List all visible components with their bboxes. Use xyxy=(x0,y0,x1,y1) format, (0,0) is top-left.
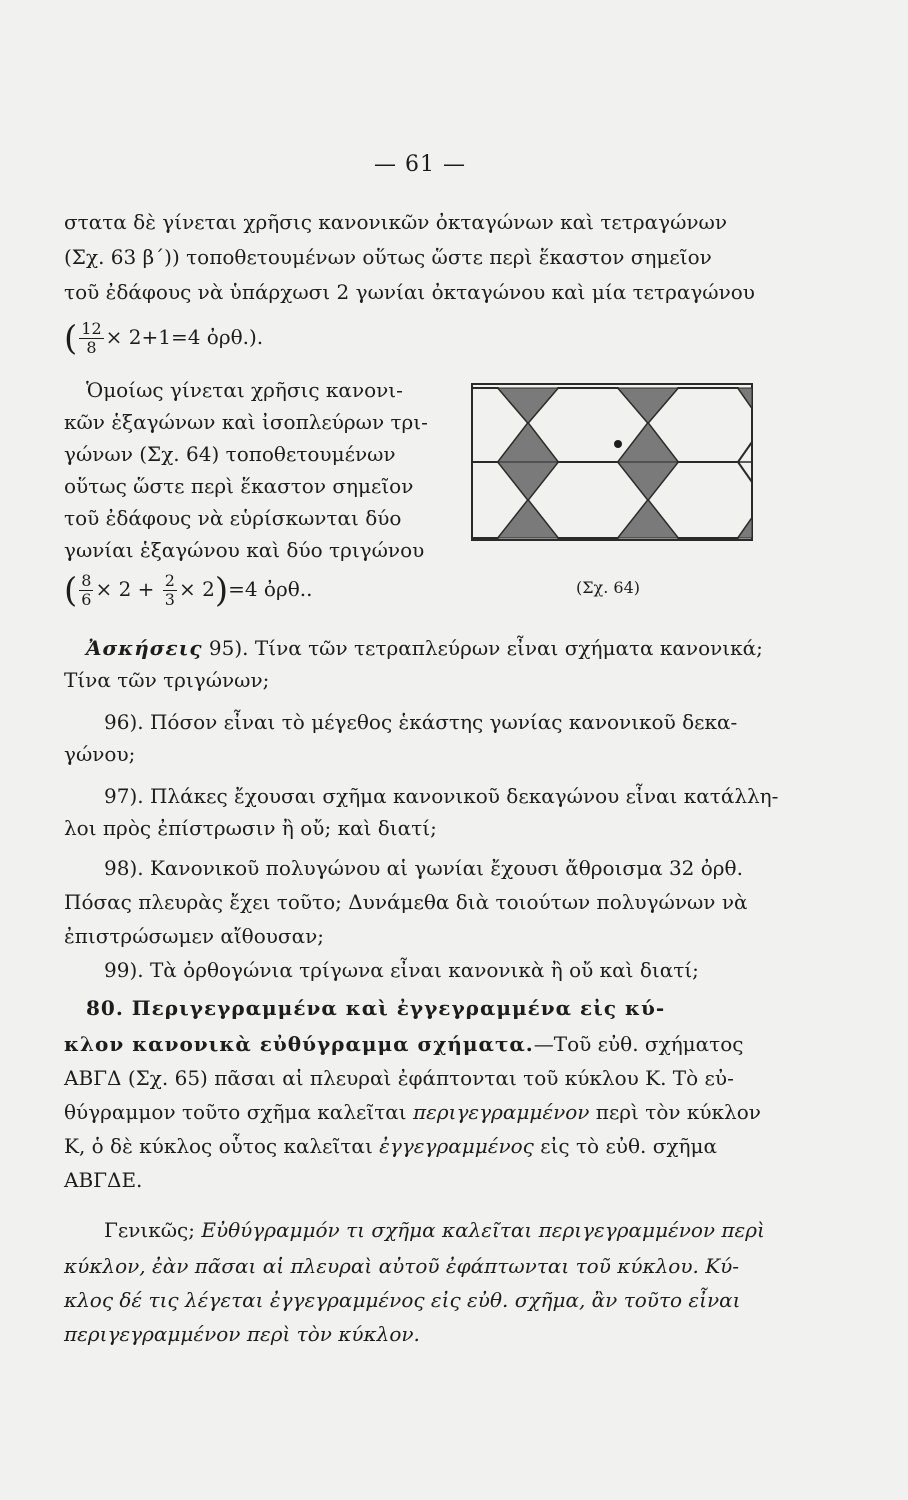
text-line: λοι πρὸς ἐπίστρωσιν ἢ οὔ; καὶ διατί; xyxy=(64,816,437,840)
formula-part: × 2 + xyxy=(95,577,155,601)
text-line: ΑΒΓΔΕ. xyxy=(64,1168,143,1192)
text-line: ΑΒΓΔ (Σχ. 65) πᾶσαι αἱ πλευραὶ ἐφάπτονται τοῦ κύκλου Κ. Τὸ εὐ- xyxy=(64,1066,734,1090)
section-text: —Τοῦ εὐθ. σχήματος xyxy=(533,1032,744,1056)
text-line: οὕτως ὥστε περὶ ἕκαστον σημεῖον xyxy=(64,474,414,498)
text-line: κύκλον, ἐὰν πᾶσαι αἱ πλευραὶ αὐτοῦ ἐφάπτωνται τοῦ κύκλου. Κύ- xyxy=(64,1254,740,1278)
text-span: Γενικῶς; xyxy=(104,1218,202,1242)
exercise-99: 99). Τὰ ὀρθογώνια τρίγωνα εἶναι κανονικὰ ἢ οὔ καὶ διατί; xyxy=(104,958,699,982)
text-line: γώνου; xyxy=(64,742,136,766)
text-line: γωνίαι ἑξαγώνου καὶ δύο τριγώνου xyxy=(64,538,425,562)
text-line: στατα δὲ γίνεται χρῆσις κανονικῶν ὀκταγώνων καὶ τετραγώνων xyxy=(64,210,728,234)
text-line: κλος δέ τις λέγεται ἐγγεγραμμένος εἰς εὐθ. σχῆμα, ἂν τοῦτο εἶναι xyxy=(64,1288,741,1312)
exercise-95 xyxy=(86,634,763,662)
section-title: κλον κανονικὰ εὐθύγραμμα σχήματα. xyxy=(64,1032,534,1056)
text-span: εἰς τὸ εὐθ. σχῆμα xyxy=(533,1134,717,1158)
text-line xyxy=(64,1132,717,1160)
fraction-denominator: 8 xyxy=(86,338,97,357)
text-line: τοῦ ἐδάφους νὰ εὑρίσκωνται δύο xyxy=(64,506,402,530)
fraction-numerator: 8 xyxy=(81,571,92,590)
text-line xyxy=(104,1216,765,1244)
text-line: ἐπιστρώσωμεν αἴθουσαν; xyxy=(64,924,324,948)
text-line: Τίνα τῶν τριγώνων; xyxy=(64,668,270,692)
text-line: Πόσας πλευρὰς ἔχει τοῦτο; Δυνάμεθα διὰ τοιούτων πολυγώνων νὰ xyxy=(64,890,748,914)
text-line xyxy=(64,1098,761,1126)
figure-caption: (Σχ. 64) xyxy=(576,578,641,597)
text-span: θύγραμμον τοῦτο σχῆμα καλεῖται xyxy=(64,1100,413,1124)
text-line xyxy=(64,1030,744,1058)
exercises-label: Ἀσκήσεις xyxy=(86,636,203,660)
section-title: Περιγεγραμμένα καὶ ἐγγεγραμμένα εἰς κύ- xyxy=(123,996,666,1020)
text-line: τοῦ ἐδάφους νὰ ὑπάρχωσι 2 γωνίαι ὀκταγώνου καὶ μία τετραγώνου xyxy=(64,280,755,304)
exercise-97: 97). Πλάκες ἔχουσαι σχῆμα κανονικοῦ δεκαγώνου εἶναι κατάλλη- xyxy=(104,784,779,808)
exercise-96: 96). Πόσον εἶναι τὸ μέγεθος ἑκάστης γωνίας κανονικοῦ δεκα- xyxy=(104,710,738,734)
formula-hexagon: ( $\frac{8}{6}$ × 2 + $\frac{2}{3}$ × 2)=4 ὀρθ.. xyxy=(64,570,313,611)
section-heading xyxy=(86,994,665,1022)
formula-part: × 2 xyxy=(178,577,215,601)
term-inscribed: ἐγγεγραμμένος xyxy=(379,1134,534,1158)
fraction-numerator: 2 xyxy=(164,571,175,590)
text-span: περὶ τὸν κύκλον xyxy=(589,1100,761,1124)
page-number: — 61 — xyxy=(374,152,466,177)
exercise-text: 95). Τίνα τῶν τετραπλεύρων εἶναι σχήματα κανονικά; xyxy=(202,636,763,660)
hexagon-tiling-figure xyxy=(468,378,756,546)
fraction-denominator: 6 xyxy=(81,590,92,609)
text-line: γώνων (Σχ. 64) τοποθετουμένων xyxy=(64,442,396,466)
fraction-numerator: 12 xyxy=(81,319,102,338)
term-circumscribed: περιγεγραμμένον xyxy=(412,1100,590,1124)
formula-octagon: ( $\frac{12}{8}$ × 2+1=4 ὀρθ.). xyxy=(64,318,264,359)
exercise-98: 98). Κανονικοῦ πολυγώνου αἱ γωνίαι ἔχουσι ἄθροισμα 32 ὀρθ. xyxy=(104,856,743,880)
text-line: κῶν ἑξαγώνων καὶ ἰσοπλεύρων τρι- xyxy=(64,410,428,434)
text-span: Κ, ὁ δὲ κύκλος οὗτος καλεῖται xyxy=(64,1134,380,1158)
text-line: Ὁμοίως γίνεται χρῆσις κανονι- xyxy=(86,378,403,402)
section-number: 80. xyxy=(86,996,124,1020)
formula-rest: × 2+1=4 ὀρθ.). xyxy=(105,325,264,349)
fraction-denominator: 3 xyxy=(164,590,175,609)
text-line: (Σχ. 63 β΄)) τοποθετουμένων οὕτως ὥστε περὶ ἕκαστον σημεῖον xyxy=(64,245,712,269)
formula-result: =4 ὀρθ.. xyxy=(228,577,313,601)
definition-text: Εὐθύγραμμόν τι σχῆμα καλεῖται περιγεγραμμένον περὶ xyxy=(201,1218,765,1242)
text-line: περιγεγραμμένον περὶ τὸν κύκλον. xyxy=(64,1322,420,1346)
